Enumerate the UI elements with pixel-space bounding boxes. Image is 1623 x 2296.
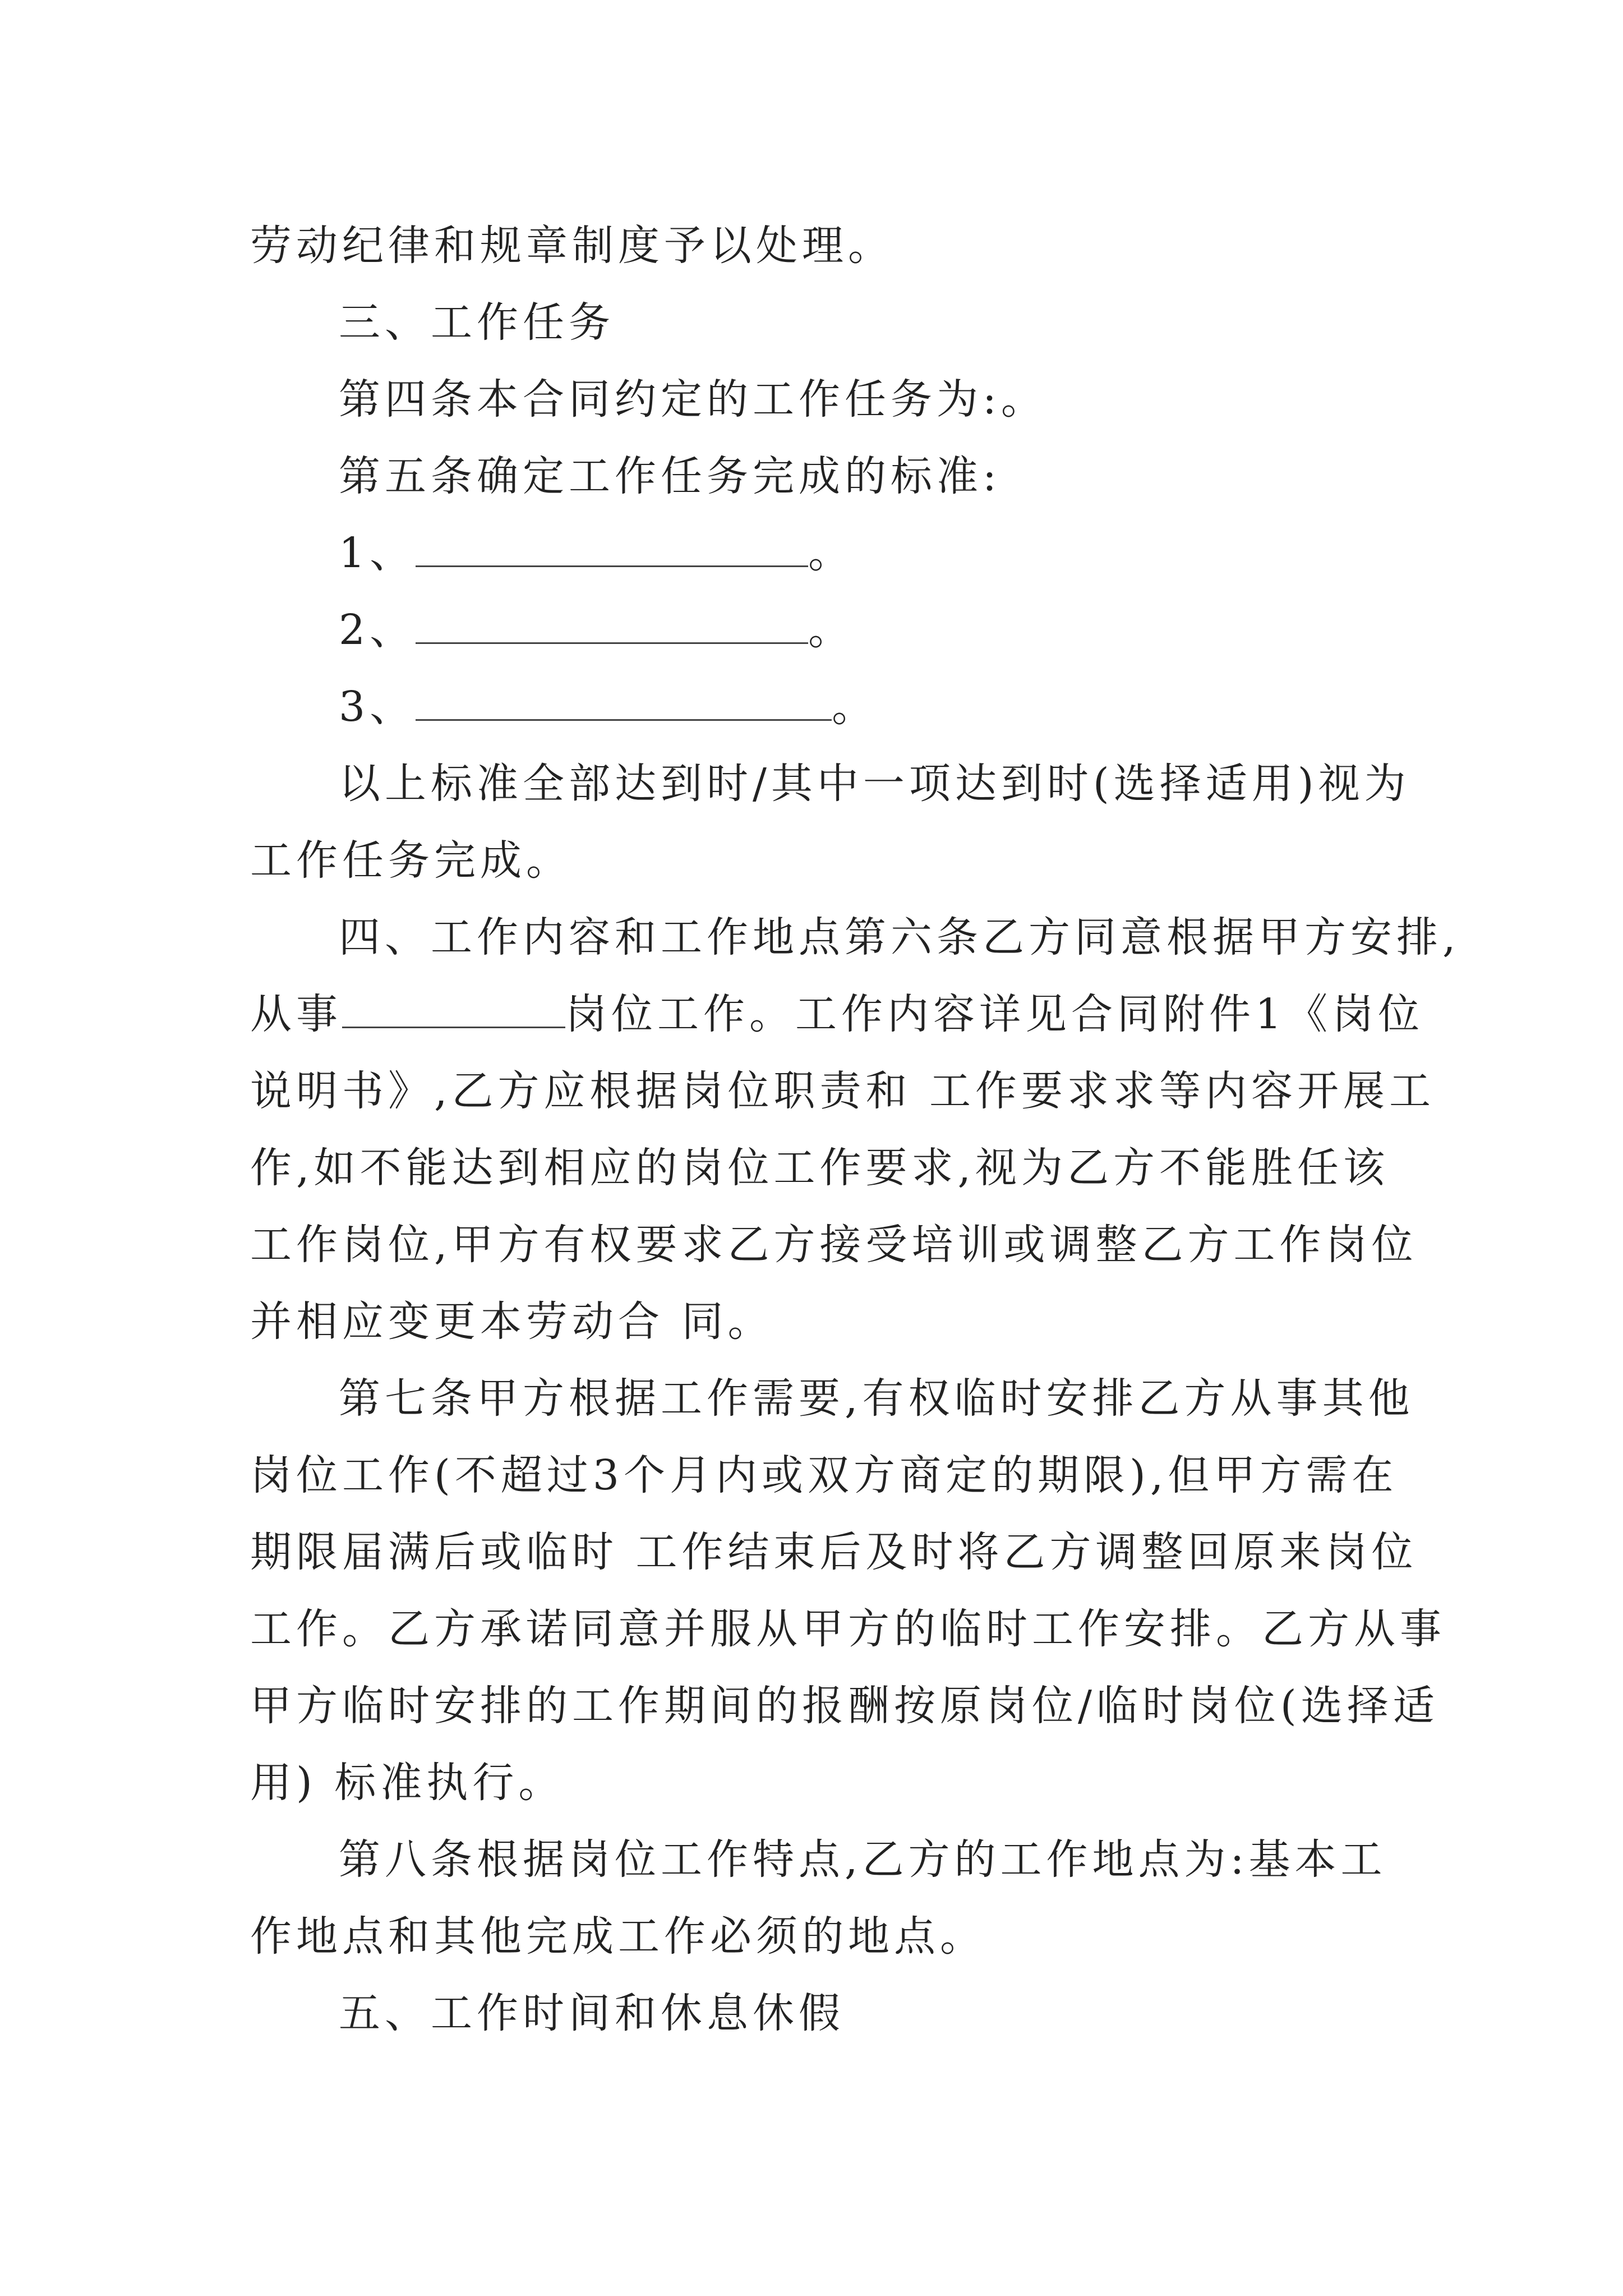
- paragraph-line: 说明书》,乙方应根据岗位职责和 工作要求求等内容开展工: [250, 1067, 1436, 1115]
- section-heading-work-hours: 五、工作时间和休息休假: [339, 1989, 845, 2037]
- paragraph-line: 以上标准全部达到时/其中一项达到时(选择适用)视为: [339, 760, 1410, 808]
- item-end: 。: [808, 606, 855, 654]
- paragraph-line: 工作。乙方承诺同意并服从甲方的临时工作安排。乙方从事: [250, 1605, 1446, 1653]
- item-end: 。: [832, 683, 878, 731]
- paragraph-line: 工作岗位,甲方有权要求乙方接受培训或调整乙方工作岗位: [250, 1221, 1418, 1269]
- standard-item-3: [250, 669, 1389, 746]
- item-end: 。: [808, 529, 855, 577]
- text-segment: 岗位工作。工作内容详见合同附件1《岗位: [565, 990, 1424, 1038]
- fill-in-blank: [416, 594, 808, 644]
- section-heading-work-content: 四、工作内容和工作地点第六条乙方同意根据甲方安排,: [339, 913, 1460, 961]
- paragraph-line: 并相应变更本劳动合 同。: [250, 1297, 774, 1346]
- item-number: 1、: [339, 529, 416, 577]
- paragraph-line: 用) 标准执行。: [250, 1759, 565, 1807]
- paragraph-line: 作,如不能达到相应的岗位工作要求,视为乙方不能胜任该: [250, 1144, 1390, 1192]
- text-segment: 从事: [250, 990, 342, 1038]
- article-5-line: 第五条确定工作任务完成的标准:: [339, 452, 1001, 500]
- paragraph-line: 甲方临时安排的工作期间的报酬按原岗位/临时岗位(选择适: [250, 1682, 1439, 1730]
- paragraph-line: 作地点和其他完成工作必须的地点。: [250, 1912, 986, 1961]
- item-number: 2、: [339, 606, 416, 654]
- paragraph-line: 岗位工作(不超过3个月内或双方商定的期限),但甲方需在: [250, 1451, 1398, 1499]
- article-4-line: 第四条本合同约定的工作任务为:。: [339, 375, 1047, 424]
- paragraph-line: [250, 976, 1424, 1053]
- contract-text: [250, 208, 1460, 2052]
- fill-in-blank: [342, 978, 565, 1028]
- standard-item-1: [250, 515, 1389, 592]
- standard-item-2: [250, 592, 1389, 669]
- item-number: 3、: [339, 683, 416, 731]
- section-heading-work-tasks: 三、工作任务: [339, 298, 615, 347]
- paragraph-line: 期限届满后或临时 工作结束后及时将乙方调整回原来岗位: [250, 1528, 1418, 1576]
- paragraph-line: 工作任务完成。: [250, 836, 572, 885]
- article-7-line: 第七条甲方根据工作需要,有权临时安排乙方从事其他: [339, 1374, 1414, 1423]
- fill-in-blank: [416, 671, 832, 721]
- paragraph-line: 劳动纪律和规章制度予以处理。: [250, 222, 894, 270]
- article-8-line: 第八条根据岗位工作特点,乙方的工作地点为:基本工: [339, 1835, 1387, 1884]
- fill-in-blank: [416, 517, 808, 567]
